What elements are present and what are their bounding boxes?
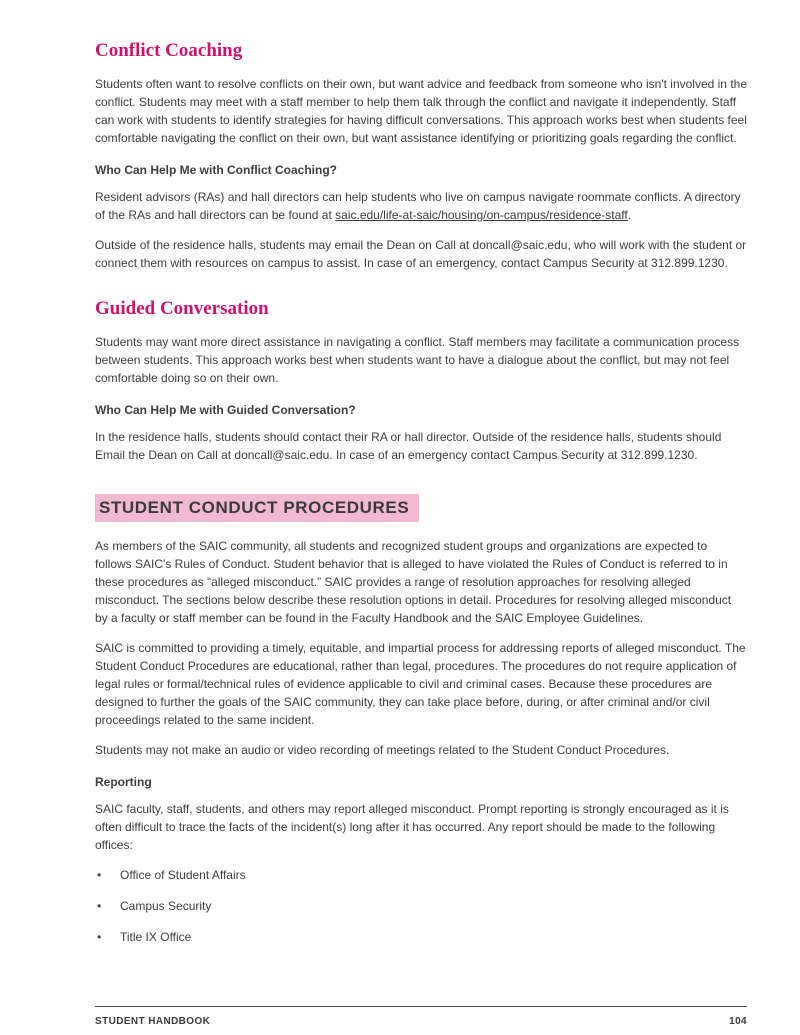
footer-page-number: 104 [729, 1016, 747, 1027]
list-item-campus-security: • Campus Security [95, 897, 747, 915]
paragraph-text-after-link: . [627, 208, 632, 222]
paragraph-student-conduct-process: SAIC is committed to providing a timely, equitable, and impartial process for addressing reports of alleged misconduct. The Student Conduct Procedures are educational, rather than legal, procedures. The procedures do not require application of legal rules or formal/technical rules of evidence applicable to civil and criminal cases. Because these procedures are designed to further the goals of the SAIC community, they can take place before, during, or after criminal and/or civil proceedings related to the same incident. [95, 641, 746, 727]
residence-staff-link[interactable]: saic.edu/life-at-saic/housing/on-campus/residence-staff [335, 208, 628, 222]
section-title-conflict-coaching: Conflict Coaching [95, 40, 243, 61]
footer-row [95, 1007, 747, 1027]
student-conduct-heading-wrap [95, 494, 747, 522]
paragraph-student-conduct-recording: Students may not make an audio or video recording of meetings related to the Student Conduct Procedures. [95, 743, 670, 757]
footer-handbook-label: STUDENT HANDBOOK [95, 1016, 211, 1027]
paragraph-text-before-link: Resident advisors (RAs) and hall directors can help students who live on campus navigate roommate conflicts. A directory of the RAs and hall directors can be found at [95, 190, 741, 222]
section-guided-conversation [95, 298, 747, 464]
list-item-office-of-student-affairs: • Office of Student Affairs [95, 866, 747, 884]
paragraph-student-conduct-intro: As members of the SAIC community, all students and recognized student groups and organizations are expected to follows SAIC's Rules of Conduct. Student behavior that is alleged to have violated the Rules of Conduct is referred to in these procedures as “alleged misconduct.” SAIC provides a range of resolution approaches for resolving alleged misconduct. The sections below describe these resolution options in detail. Procedures for resolving alleged misconduct by a faculty or staff member can be found in the Faculty Handbook and the SAIC Employee Guidelines. [95, 539, 732, 625]
section-title-student-conduct-procedures: STUDENT CONDUCT PROCEDURES [95, 494, 419, 522]
reporting-offices-list [95, 866, 747, 946]
paragraph-reporting-intro: SAIC faculty, staff, students, and others may report alleged misconduct. Prompt reporting is strongly encouraged as it is often difficult to trace the facts of the incident(s) long after it has occurred. Any report should be made to the following offices: [95, 802, 729, 852]
paragraph-conflict-coaching-dean-on-call: Outside of the residence halls, students may email the Dean on Call at doncall@saic.edu, who will work with the student or connect them with resources on campus to assist. In case of an emergency, contact Campus Security at 312.899.1230. [95, 238, 747, 270]
subheading-who-can-help-guided-conversation: Who Can Help Me with Guided Conversation? [95, 403, 356, 417]
subheading-who-can-help-conflict-coaching: Who Can Help Me with Conflict Coaching? [95, 163, 337, 177]
section-student-conduct-procedures [95, 494, 747, 946]
section-title-guided-conversation: Guided Conversation [95, 298, 269, 319]
page-footer [95, 1006, 747, 1027]
paragraph-conflict-coaching-residence [95, 188, 747, 224]
section-conflict-coaching [95, 40, 747, 272]
subheading-reporting: Reporting [95, 775, 152, 789]
page-content [95, 40, 747, 959]
paragraph-conflict-coaching-intro: Students often want to resolve conflicts on their own, but want advice and feedback from someone who isn't involved in the conflict. Students may meet with a staff member to help them talk through the conflict and navigate it independently. Staff can work with students to identify strategies for having difficult conversations. This approach works best when students feel comfortable navigating the conflict on their own, but want assistance identifying or prioritizing goals regarding the conflict. [95, 77, 747, 145]
paragraph-guided-conversation-contacts: In the residence halls, students should contact their RA or hall director. Outside of the residence halls, students should Email the Dean on Call at doncall@saic.edu. In case of an emergency contact Campus Security at 312.899.1230. [95, 430, 722, 462]
paragraph-guided-conversation-intro: Students may want more direct assistance in navigating a conflict. Staff members may facilitate a communication process between students. This approach works best when students want to have a dialogue about the conflict, but may not feel comfortable doing so on their own. [95, 335, 740, 385]
list-item-title-ix-office: • Title IX Office [95, 928, 747, 946]
